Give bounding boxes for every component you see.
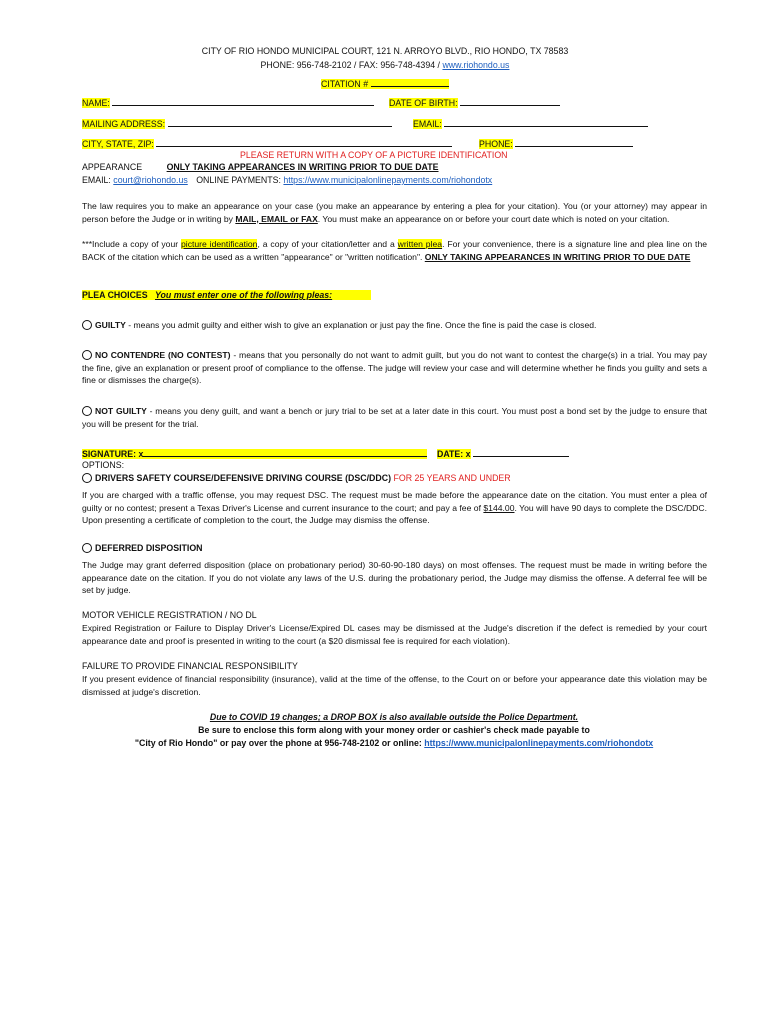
online-payments-link[interactable]: https://www.municipalonlinepayments.com/riohondotx bbox=[283, 175, 493, 185]
options-label: OPTIONS: bbox=[82, 460, 125, 470]
appearance-text: ONLY TAKING APPEARANCES IN WRITING PRIOR TO DUE DATE bbox=[166, 162, 439, 172]
payable-line bbox=[0, 738, 770, 748]
signature-label: SIGNATURE: x bbox=[82, 449, 427, 459]
contact-line bbox=[0, 60, 770, 70]
deferred-description: The Judge may grant deferred disposition (place on probationary period) 30-60-90-180 days) on most offenses. The request must be made in writing before the appearance date on the citation. If you do not violate any laws of the U.S. during the probationary period, the Judge may dismiss the offense. A deferral fee will be set by judge. bbox=[82, 560, 707, 596]
email-online-line bbox=[82, 175, 492, 185]
mailing-address-input-line[interactable] bbox=[168, 117, 392, 127]
signature-field[interactable] bbox=[82, 447, 427, 459]
email-label: EMAIL: bbox=[413, 119, 442, 129]
dsc-description: If you are charged with a traffic offense, you may request DSC. The request must be made before the appearance date on the citation. You must enter a plea of guilty or no contest; present a Texas Driver's License and current insurance to the court; and pay a fee of $144.00. You will have 90 days to complete the DSC/DDC. Upon presenting a certificate of completion to the court, the Judge may dismiss the offense. bbox=[82, 490, 707, 526]
plea-not-guilty-option[interactable]: NOT GUILTY - means you deny guilt, and want a bench or jury trial to be set at a later date in this court. You must post a bond set by the judge to ensure that you will be present for the trial. bbox=[82, 406, 707, 429]
name-field[interactable] bbox=[82, 96, 374, 108]
phone-fax-text: PHONE: 956-748-2102 / FAX: 956-748-4394 / bbox=[260, 60, 443, 70]
intro-paragraph-1: The law requires you to make an appearance on your case (you make an appearance by entering a plea for your citation). You (or your attorney) may appear in person before the Judge or in writing by MAIL, EMAIL or FAX. You must make an appearance on or before your court date which is noted on your citation. bbox=[82, 201, 707, 224]
website-link[interactable]: www.riohondo.us bbox=[442, 60, 510, 70]
mailing-address-field[interactable] bbox=[82, 117, 392, 129]
court-address-line: CITY OF RIO HONDO MUNICIPAL COURT, 121 N. ARROYO BLVD., RIO HONDO, TX 78583 bbox=[201, 46, 569, 56]
phone-input-line[interactable] bbox=[515, 137, 633, 147]
name-label: NAME: bbox=[82, 98, 110, 108]
dsc-age-note: FOR 25 YEARS AND UNDER bbox=[391, 473, 511, 483]
citation-field[interactable] bbox=[321, 77, 449, 89]
email-input-line[interactable] bbox=[444, 117, 648, 127]
city-state-zip-label: CITY, STATE, ZIP: bbox=[82, 139, 154, 149]
dsc-title: DRIVERS SAFETY COURSE/DEFENSIVE DRIVING COURSE (DSC/DDC) bbox=[95, 473, 392, 483]
online-payments-label: ONLINE PAYMENTS: bbox=[196, 175, 281, 185]
deferred-title: DEFERRED DISPOSITION bbox=[95, 543, 203, 553]
deferred-radio[interactable] bbox=[82, 543, 92, 553]
plea-choices-heading: PLEA CHOICES You must enter one of the following pleas: bbox=[82, 290, 371, 300]
footer-online-link[interactable]: https://www.municipalonlinepayments.com/riohondotx bbox=[424, 738, 654, 748]
phone-field[interactable] bbox=[479, 137, 633, 149]
deferred-option[interactable] bbox=[82, 543, 203, 553]
ftpfr-description: If you present evidence of financial responsibility (insurance), valid at the time of the offense, to the Court on or before your appearance date this violation may be dismissed at judge's discretion. bbox=[82, 674, 707, 697]
city-state-zip-input-line[interactable] bbox=[156, 137, 452, 147]
dob-input-line[interactable] bbox=[460, 96, 560, 106]
guilty-radio[interactable] bbox=[82, 320, 92, 330]
signature-date-line[interactable] bbox=[473, 447, 569, 457]
written-plea-highlight: written plea bbox=[397, 239, 443, 249]
dsc-option[interactable] bbox=[82, 473, 511, 483]
plea-no-contest-option[interactable]: NO CONTENDRE (NO CONTEST) - means that you personally do not want to admit guilt, but you do not want to contest the charge(s) in a trial. You may pay the fine, give an explanation or present proof of compliance to the offense. The judge will review your case and will determine whether he finds you guilty and sets a fine or dismisses the charge(s). bbox=[82, 350, 708, 386]
court-email-link[interactable]: court@riohondo.us bbox=[113, 175, 188, 185]
appearance-notice bbox=[82, 162, 439, 172]
email-field[interactable] bbox=[413, 117, 648, 129]
date-field[interactable] bbox=[437, 447, 569, 459]
mvr-description: Expired Registration or Failure to Display Driver's License/Expired DL cases may be dismissed at the Judge's discretion if the defect is remedied by your court appearance date and proof is presented in writing to the court (a $20 dismissal fee is required for each violation). bbox=[82, 623, 707, 646]
intro-paragraph-2: ***Include a copy of your picture identification, a copy of your citation/letter and a written plea. For your convenience, there is a signature line and plea line on the BACK of the citation which can be used as a written "appearance" or "written notification". ONLY TAKING APPEARANCES IN WRITING PRIOR TO DUE DATE bbox=[82, 239, 707, 262]
dob-field[interactable] bbox=[389, 96, 560, 108]
phone-label: PHONE: bbox=[479, 139, 513, 149]
contact-email-label: EMAIL: bbox=[82, 175, 111, 185]
mailing-address-label: MAILING ADDRESS: bbox=[82, 119, 166, 129]
payable-text: "City of Rio Hondo" or pay over the phone at 956-748-2102 or online: bbox=[134, 738, 425, 748]
plea-guilty-option[interactable]: GUILTY - means you admit guilty and either wish to give an explanation or just pay the fine. Once the fine is paid the case is closed. bbox=[82, 319, 707, 332]
dsc-radio[interactable] bbox=[82, 473, 92, 483]
picture-id-notice: PLEASE RETURN WITH A COPY OF A PICTURE IDENTIFICATION bbox=[240, 150, 508, 160]
city-state-zip-field[interactable] bbox=[82, 137, 452, 149]
signature-date-label: DATE: x bbox=[437, 449, 471, 459]
no-contest-radio[interactable] bbox=[82, 350, 92, 360]
citation-label: CITATION # bbox=[321, 79, 449, 89]
enclose-notice: Be sure to enclose this form along with your money order or cashier's check made payable to bbox=[198, 725, 590, 735]
covid-notice: Due to COVID 19 changes; a DROP BOX is also available outside the Police Department. bbox=[209, 712, 579, 722]
appearance-label: APPEARANCE bbox=[82, 162, 143, 172]
not-guilty-radio[interactable] bbox=[82, 406, 92, 416]
ftpfr-title: FAILURE TO PROVIDE FINANCIAL RESPONSIBILITY bbox=[82, 661, 298, 671]
mvr-title: MOTOR VEHICLE REGISTRATION / NO DL bbox=[82, 610, 257, 620]
picture-id-highlight: picture identification bbox=[181, 239, 258, 249]
dob-label: DATE OF BIRTH: bbox=[389, 98, 458, 108]
name-input-line[interactable] bbox=[112, 96, 374, 106]
